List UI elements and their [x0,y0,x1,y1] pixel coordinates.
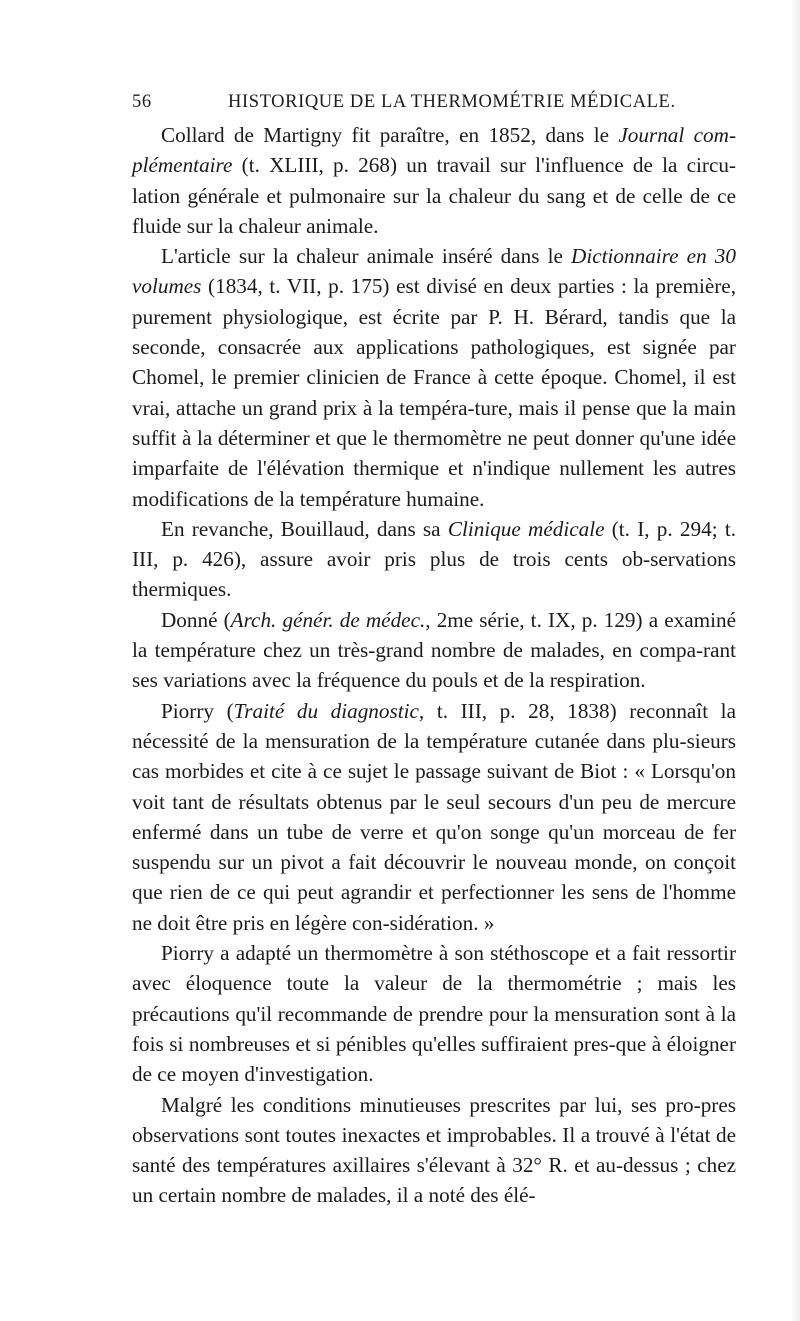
page-number: 56 [132,92,152,112]
text-span: Malgré les conditions minutieuses prescrites par lui, ses pro-pres observations sont toutes inexactes et improbables. Il a trouvé à l'état de santé des températures axillaires s'élevant à 32° R. et au-dessus ; chez un certain nombre de malades, il a noté des élé- [132,1092,736,1208]
paragraph [132,120,736,241]
text-span: Collard de Martigny fit paraître, en 1852, dans le [161,123,619,147]
text-span: En revanche, Bouillaud, dans sa [161,516,448,541]
text-span: L'article sur la chaleur animale inséré dans le [161,244,572,269]
text-span: (1834, t. VII, p. 175) est divisé en deux parties : la première, purement physiologique, est écrite par P. H. Bérard, tandis que la seconde, consacrée aux applications pathologiques, est signée par Chomel, le premier clinicien de France à cette époque. Chomel, il est vrai, attache un grand prix à la tempéra-ture, mais il pense que la main suffit à la déterminer et que le thermomètre ne peut donner qu'une idée imparfaite de l'élévation thermique et n'indique nullement les autres modifications de la température humaine. [132,274,736,511]
paragraph [132,514,736,605]
text-span: , t. III, p. 28, 1838) reconnaît la nécessité de la mensuration de la température cutanée dans plu-sieurs cas morbides et cite à ce sujet le passage suivant de Biot : « Lorsqu'on voit tant de résultats obtenus par le seul secours d'un peu de mercure enfermé dans un tube de verre et qu'on songe qu'un morceau de fer suspendu sur un pivot a fait découvrir le nouveau monde, on conçoit que rien de ce qui peut agrandir et perfectionner les sens de l'homme ne doit être pris en légère con-sidération. » [132,698,736,935]
paragraph [132,241,736,514]
italic-text-span: Arch. génér. de médec. [230,607,426,632]
text-span: Donné ( [161,607,231,632]
italic-text-span: Journal com-plémentaire [132,123,736,178]
paragraph [132,1090,736,1211]
paragraph [132,696,736,938]
paragraph [132,938,736,1089]
italic-text-span: Traité du diagnostic [233,698,419,723]
paragraph [132,605,736,696]
italic-text-span: Clinique médicale [447,516,605,541]
text-span: (t. XLIII, p. 268) un travail sur l'influence de la circu-lation générale et pulmonaire sur la chaleur du sang et de celle de ce fluide sur la chaleur animale. [132,153,736,238]
running-title: HISTORIQUE DE LA THERMOMÉTRIE MÉDICALE. [228,92,676,112]
text-span: (t. I, p. 294; t. III, p. 426), assure avoir pris plus de trois cents ob-servations thermiques. [132,516,736,602]
page-edge-shadow [790,0,800,1321]
text-span: Piorry ( [161,698,234,723]
text-span: Piorry a adapté un thermomètre à son stéthoscope et a fait ressortir avec éloquence toute la valeur de la thermométrie ; mais les précautions qu'il recommande de prendre pour la mensuration sont à la fois si nombreuses et si pénibles qu'elles suffiraient pres-que à éloigner de ce moyen d'investigation. [132,941,736,1087]
page-header [132,92,732,116]
text-span: , 2me série, t. IX, p. 129) a examiné la température chez un très-grand nombre de malades, en compa-rant ses variations avec la fréquence du pouls et de la respiration. [132,607,736,693]
italic-text-span: Dictionnaire en 30 volumes [132,244,736,299]
body-text [132,120,736,1211]
